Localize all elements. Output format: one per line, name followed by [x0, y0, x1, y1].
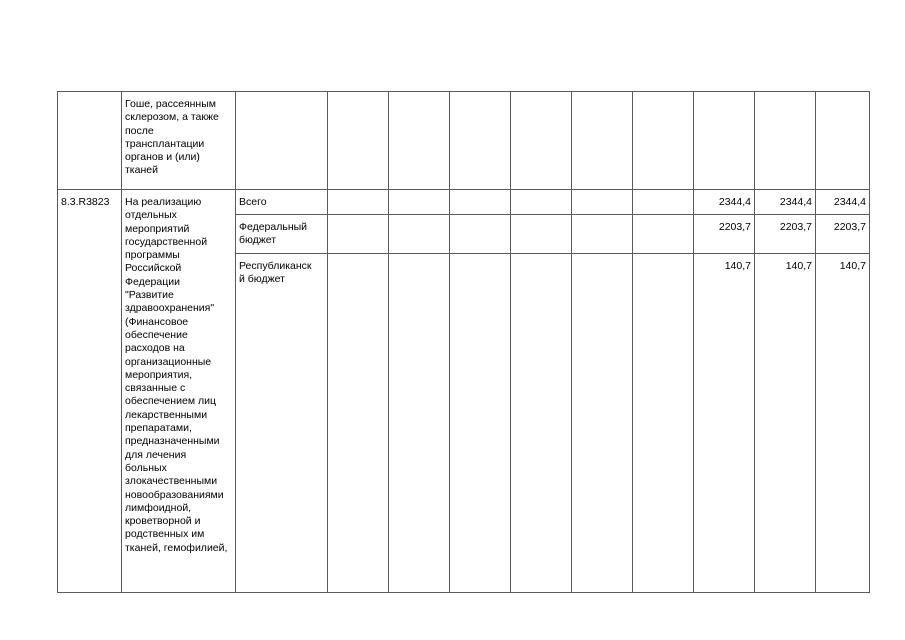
- source-cell: Федеральный бюджет: [236, 215, 328, 254]
- value-cell: [389, 254, 450, 593]
- table-row-continuation: [58, 92, 870, 190]
- value-cell: [328, 254, 389, 593]
- item-code-cell: 8.3.R3823: [58, 190, 122, 593]
- value-cell: [755, 92, 816, 190]
- value-cell: [511, 190, 572, 215]
- value-cell: [511, 254, 572, 593]
- code-cell: [58, 92, 122, 190]
- value-cell: [572, 215, 633, 254]
- value-cell: [633, 190, 694, 215]
- value-cell: [816, 92, 870, 190]
- value-cell: [633, 254, 694, 593]
- value-cell: 2344,4: [755, 190, 816, 215]
- source-cell: Республиканск й бюджет: [236, 254, 328, 593]
- value-cell: [328, 92, 389, 190]
- table-row-total: [58, 190, 870, 215]
- value-cell: [511, 92, 572, 190]
- value-cell: [389, 190, 450, 215]
- value-cell: [328, 215, 389, 254]
- description-cell: Гоше, рассеянным склерозом, а также после трансплантации органов и (или) тканей: [122, 92, 236, 190]
- value-cell: 140,7: [816, 254, 870, 593]
- value-cell: [633, 215, 694, 254]
- value-cell: [694, 92, 755, 190]
- value-cell: [328, 190, 389, 215]
- value-cell: 2344,4: [816, 190, 870, 215]
- value-cell: [389, 92, 450, 190]
- item-description-cell: На реализацию отдельных мероприятий государственной программы Российской Федерации "Развитие здравоохранения" (Финансовое обеспечение расходов на организационные мероприятия, связанные с обеспечением лиц лекарственными препаратами, предназначенными для лечения больных злокачественными новообразованиями лимфоидной, кроветворной и родственных им тканей, гемофилией,: [122, 190, 236, 593]
- source-cell: [236, 92, 328, 190]
- value-cell: 140,7: [755, 254, 816, 593]
- value-cell: [450, 254, 511, 593]
- value-cell: [450, 190, 511, 215]
- value-cell: [572, 254, 633, 593]
- value-cell: [633, 92, 694, 190]
- value-cell: [572, 92, 633, 190]
- value-cell: 140,7: [694, 254, 755, 593]
- value-cell: 2203,7: [755, 215, 816, 254]
- value-cell: [389, 215, 450, 254]
- value-cell: [450, 92, 511, 190]
- value-cell: [450, 215, 511, 254]
- value-cell: [511, 215, 572, 254]
- budget-table: [57, 91, 870, 593]
- value-cell: 2203,7: [694, 215, 755, 254]
- source-cell: Всего: [236, 190, 328, 215]
- value-cell: 2344,4: [694, 190, 755, 215]
- value-cell: [572, 190, 633, 215]
- value-cell: 2203,7: [816, 215, 870, 254]
